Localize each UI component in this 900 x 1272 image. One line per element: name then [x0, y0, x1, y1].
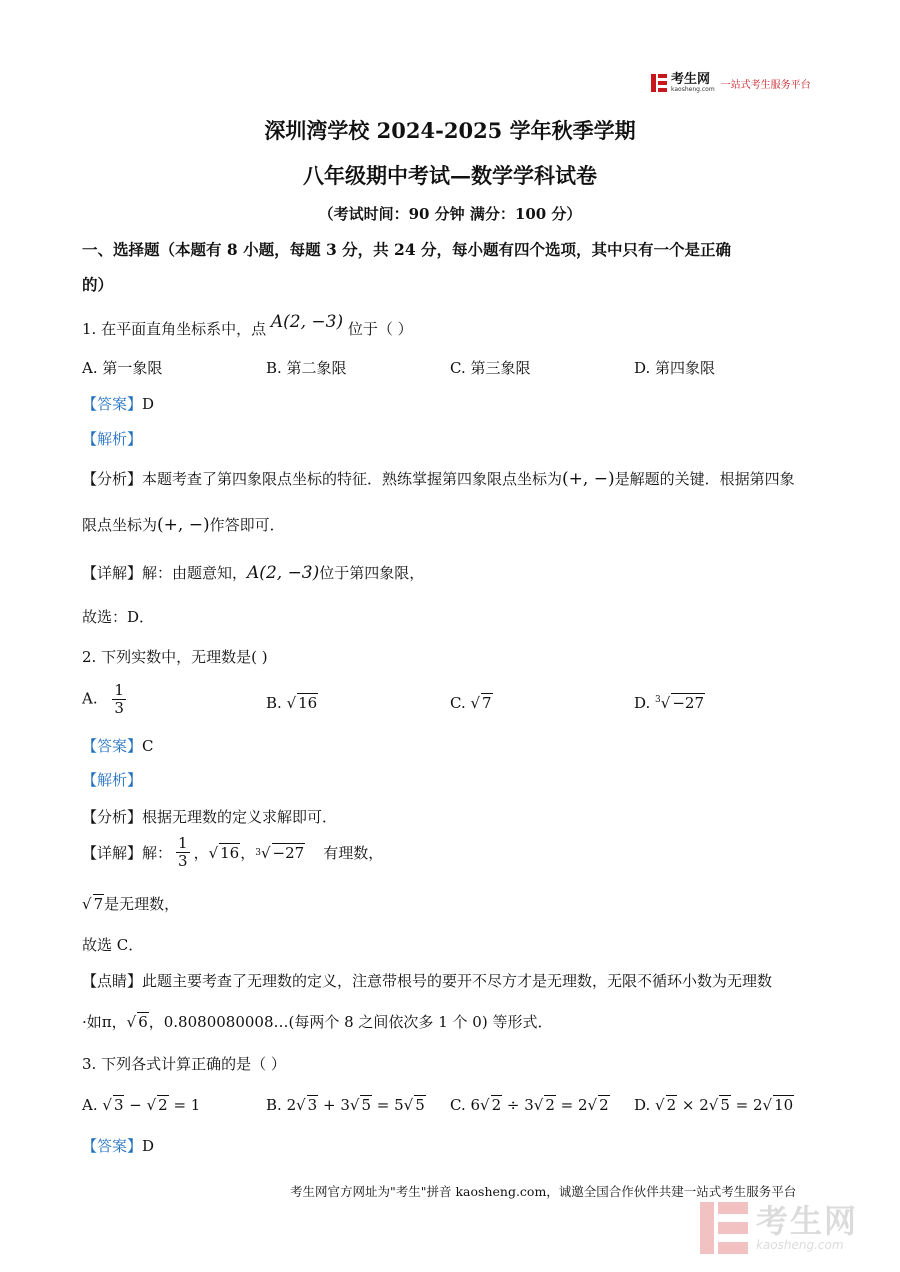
question-3-stem: 3. 下列各式计算正确的是（ ） [82, 1055, 286, 1073]
q2-detail: 【详解】 解： $\frac{1}{3}$ ，√ 16 ， 3 √ −27 有理数， [82, 834, 384, 870]
q2-answer: 【答案】C [82, 737, 154, 755]
site-logo [651, 72, 811, 94]
watermark [700, 1202, 858, 1254]
watermark-site: kaosheng.com [756, 1238, 844, 1252]
q2-analysis: 【分析】根据无理数的定义求解即可． [82, 808, 338, 826]
q1-jiexi-tag: 【解析】 [82, 430, 143, 448]
section-heading-cont: 的） [82, 275, 114, 294]
q1-option-a: A. 第一象限 [82, 359, 163, 377]
question-1-stem: 1. 在平面直角坐标系中，点 A(2, −3) 位于（ ） [82, 312, 413, 338]
watermark-brand: 考生网 [756, 1202, 859, 1240]
q2-jiexi-tag: 【解析】 [82, 771, 143, 789]
q1-answer: 【答案】D [82, 395, 155, 413]
q2-remark-cont: ·如π，√ 6，0.8080080008…(每两个 8 之间依次多 1 个 0) 等形式． [82, 1013, 553, 1031]
q3-option-a: A. √ 3 − √ 2 = 1 [82, 1096, 201, 1114]
q1-option-b: B. 第二象限 [266, 359, 347, 377]
q3-option-d: D. √ 2 × 2√ 5 = 2√ 10 [634, 1096, 794, 1114]
q1-detail: 【详解】解：由题意知，A(2, −3)位于第四象限， [82, 563, 425, 583]
q2-conclusion: 故选 C． [82, 936, 144, 954]
logo-site: kaosheng.com [671, 85, 715, 93]
q1-conclusion: 故选：D． [82, 608, 155, 626]
q3-answer: 【答案】D [82, 1137, 155, 1155]
logo-slogan: 一站式考生服务平台 [720, 79, 811, 91]
q2-option-a: A. $\frac{1}{3}$ [82, 681, 124, 717]
exam-title-line1: 深圳湾学校 2024-2025 学年秋季学期 [264, 118, 636, 143]
q1-option-c: C. 第三象限 [450, 359, 531, 377]
q1-analysis-cont: 限点坐标为(+, −)作答即可． [82, 515, 285, 535]
logo-brand: 考生网 kaosheng.com [671, 71, 715, 93]
q3-option-c: C. 6√ 2 ÷ 3√ 2 = 2√ 2 [450, 1096, 609, 1114]
watermark-logo-icon [700, 1202, 748, 1254]
q3-option-b: B. 2√ 3 + 3√ 5 = 5√ 5 [266, 1096, 425, 1114]
exam-info: （考试时间：90 分钟 满分：100 分） [318, 205, 582, 223]
q2-option-c: C. √ 7 [450, 694, 492, 712]
q1-option-d: D. 第四象限 [634, 359, 716, 377]
q1-analysis: 【分析】本题考查了第四象限点坐标的特征．熟练掌握第四象限点坐标为(+, −)是解题的关键．根据第四象 [82, 469, 795, 489]
q2-option-b: B. √ 16 [266, 694, 318, 712]
footer-note: 考生网官方网址为"考生"拼音 kaosheng.com，诚邀全国合作伙伴共建一站式考生服务平台 [290, 1184, 797, 1199]
exam-title-line2: 八年级期中考试—数学学科试卷 [303, 163, 597, 188]
q2-remark: 【点睛】此题主要考查了无理数的定义，注意带根号的要开不尽方才是无理数，无限不循环小数为无理数 [82, 972, 773, 990]
q2-irrational-line: √ 7是无理数， [82, 895, 180, 913]
section-heading: 一、选择题（本题有 8 小题，每题 3 分，共 24 分，每小题有四个选项，其中只有一个是正确 [82, 240, 732, 259]
point-a: A(2, −3) [270, 312, 344, 332]
kaosheng-logo-icon [651, 74, 667, 92]
q2-option-d: D. $^3$√ −27 [634, 694, 704, 712]
question-2-stem: 2. 下列实数中，无理数是( ) [82, 648, 268, 666]
